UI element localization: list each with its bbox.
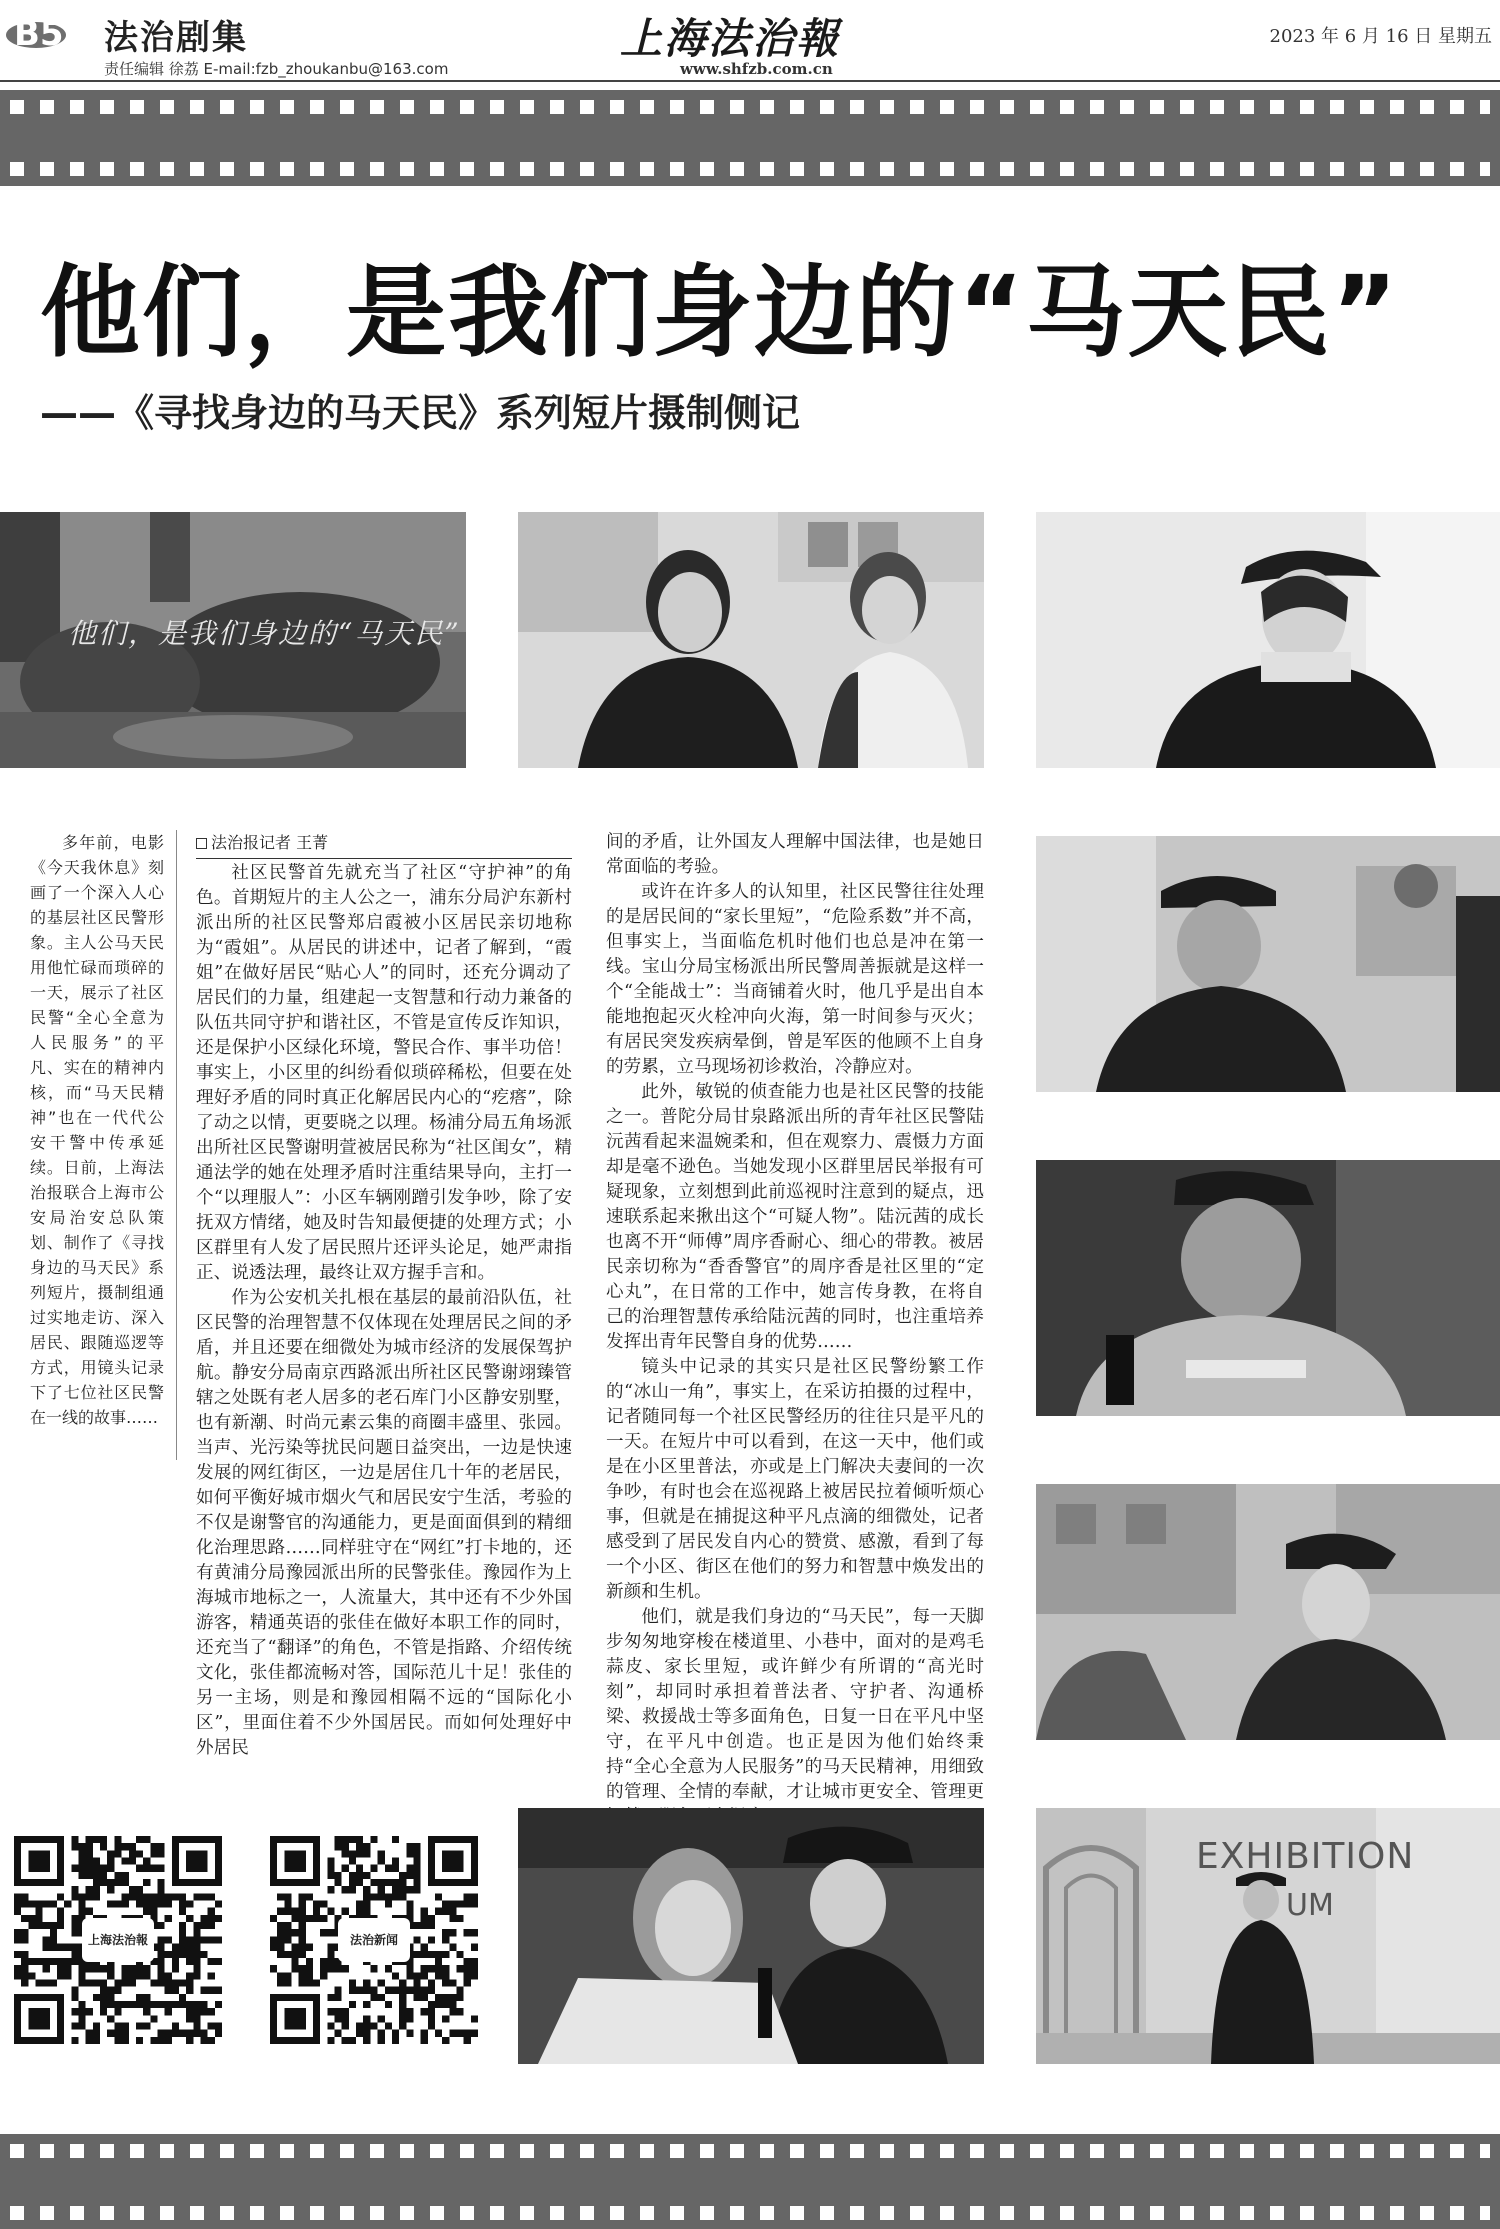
article-paragraph: 此外，敏锐的侦查能力也是社区民警的技能之一。普陀分局甘泉路派出所的青年社区民警陆沅茜看起来温婉柔和，但在观察力、震慑力方面却是毫不逊色。当她发现小区群里居民举报有可疑现象，立刻想到此前巡视时注意到的疑点，迅速联系起来揪出这个“可疑人物”。陆沅茜的成长也离不开“师傅”周序香耐心、细心的带教。被居民亲切称为“香香警官”的周序香是社区里的“定心丸”，在日常的工作中，她言传身教，在将自己的治理智慧传承给陆沅茜的同时，也注重培养发挥出青年民警自身的优势…… xyxy=(606,1082,984,1352)
editor-info: 责任编辑 徐荔 E-mail:fzb_zhoukanbu@163.com xyxy=(104,60,449,78)
article-paragraph: 他们，就是我们身边的“马天民”，每一天脚步匆匆地穿梭在楼道里、小巷中，面对的是鸡毛蒜皮、家长里短，或许鲜少有所谓的“高光时刻”，却同时承担着普法者、守护者、沟通桥梁、救援战士等多面角色，日复一日在平凡中坚守，在平凡中创造。也正是因为他们始终秉持“全心全意为人民服务”的马天民精神，用细致的管理、全情的奉献，才让城市更安全、管理更 xyxy=(606,1607,984,1802)
qr-code-shfzb[interactable] xyxy=(14,1836,222,2044)
article-column-2 xyxy=(196,830,572,1761)
photo-policeman-reflective-vest xyxy=(1036,1160,1500,1416)
exhibition-sign-line2: UM xyxy=(1286,1888,1334,1923)
article-subhead: ——《寻找身边的马天民》系列短片摄制侧记 xyxy=(40,391,801,435)
header-divider xyxy=(0,80,1500,82)
qr-logo: 上海法治報 xyxy=(82,1918,154,1962)
article-paragraph: 或许在许多人的认知里，社区民警往往处理的是居民间的“家长里短”，“危险系数”并不高，但事实上，当面临危机时他们也总是冲在第一线。宝山分局宝杨派出所民警周善振就是这样一个“全能战士”：当商铺着火时，他几乎是出自本能地抱起灭火栓冲向火海，第一时间参与灭火；有居民突发疾病晕倒，曾是军医的他顾不上自身的劳累，立马现场初诊救治，冷静应对。 xyxy=(606,882,984,1077)
article-paragraph: 社区民警首先就充当了社区“守护神”的角色。首期短片的主人公之一，浦东分局沪东新村派出所的社区民警郑启霞被小区居民亲切地称为“霞姐”。从居民的讲述中，记者了解到，“霞姐”在做好居民“贴心人”的同时，还充分调动了居民们的力量，组建起一支智慧和行动力兼备的队伍共同守护和谐社区，不管是宣传反诈知识，还是保护小区绿化环境，警民合作、事半功倍！事实上，小区里的纠纷看似琐碎稀松，但要在处理好矛盾的同时真正化解居民内心的“疙瘩”，除了动之以情，更要晓之以理。杨浦分局五角场派出所社区民警谢明萱被居民称为“社区闺女”，精通法学的她在处理矛盾时注重结果导向，主打一个“以理服人”：小区车辆刚蹭引发争吵，除了安抚双方情绪，她及时告知最便捷的处理方式；小区群里有人发了居民照片还评头论足，她严肃指正、说透法理，最终让双方握手言和。 xyxy=(196,863,572,1283)
exhibition-sign-line1: EXHIBITION xyxy=(1196,1836,1415,1877)
article-paragraph: 间的矛盾，让外国友人理解中国法律，也是她日常面临的考验。 xyxy=(606,832,984,877)
film-strip-bottom xyxy=(0,2134,1500,2229)
newspaper-masthead: 上海法治報 xyxy=(620,14,841,63)
photo-exhibition-hall xyxy=(1036,1808,1500,2064)
article-paragraph: 作为公安机关扎根在基层的最前沿队伍，社区民警的治理智慧不仅体现在处理居民之间的矛盾，并且还要在细微处为城市经济的发展保驾护航。静安分局南京西路派出所社区民警谢翊臻管辖之处既有老人居多的老石库门小区静安别墅，也有新潮、时尚元素云集的商圈丰盛里、张园。当声、光污染等扰民问题日益突出，一边是快速发展的网红街区，一边是居住几十年的老居民，如何平衡好城市烟火气和居民安宁生活，考验的不仅是谢警官的沟通能力，更是面面俱到的精细化治理思路……同样驻守在“网红”打卡地的，还有黄浦分局豫园派出所的民警张佳。豫园作为上海城市地标之一，人流量大，其中还有不少外国游客，精通英语的张佳在做好本职工作的同时，还充当了“翻译”的角色，不管是指路、介绍传统文化，张佳都流畅对答，国际范儿十足！张佳的另一主场，则是和豫园相隔不远的“国际化小区”，里面住着不少外国居民。而如何处理好中外居民 xyxy=(196,1288,572,1758)
film-strip-top xyxy=(0,90,1500,186)
article-paragraph: 镜头中记录的其实只是社区民警纷繁工作的“冰山一角”，事实上，在采访拍摄的过程中，记者随同每一个社区民警经历的往往只是平凡的一天。在短片中可以看到，在这一天中，他们或是在小区里普法，亦或是上门解决夫妻间的一次争吵，有时也会在巡视路上被居民拉着倾听烦心事，但就是在捕捉这种平凡点滴的细微处，记者感受到了居民发自内心的赞赏、感激，看到了每一个小区、街区在他们的努力和智慧中焕发出的新颜和生机。 xyxy=(606,1357,984,1602)
page-number-badge xyxy=(6,14,68,54)
section-title: 法治剧集 xyxy=(104,18,248,58)
lead-divider xyxy=(176,830,177,1460)
photo-overlay-caption: 他们，是我们身边的“马天民” xyxy=(68,617,461,650)
article-lead: 多年前，电影《今天我休息》刻画了一个深入人心的基层社区民警形象。主人公马天民用他忙碌而琐碎的一天，展示了社区民警“全心全意为人民服务”的平凡、实在的精神内核，而“马天民精神”也在一代代公安干警中传承延续。日前，上海法治报联合上海市公安局治安总队策划、制作了《寻找身边的马天民》系列短片，摄制组通过实地走访、深入居民、跟随巡逻等方式，用镜头记录下了七位社区民警在一线的故事…… xyxy=(30,833,164,1427)
photo-policeman-interview xyxy=(1036,836,1500,1092)
article-column-3 xyxy=(606,830,984,1830)
qr-code-news[interactable] xyxy=(270,1836,478,2044)
article-headline: 他们，是我们身边的“马天民” xyxy=(40,254,1400,371)
qr-logo: 法治新闻 xyxy=(338,1918,410,1962)
photo-title-card xyxy=(0,512,466,768)
page-number: B5 xyxy=(14,14,64,54)
article-byline: 法治报记者 王菁 xyxy=(196,830,572,859)
newspaper-website[interactable]: www.shfzb.com.cn xyxy=(680,60,833,78)
photo-two-women xyxy=(518,512,984,768)
photo-street-scene xyxy=(1036,1484,1500,1740)
photo-map-foreigner xyxy=(518,1808,984,2064)
issue-date: 2023 年 6 月 16 日 星期五 xyxy=(1269,26,1492,47)
photo-policewoman-cap xyxy=(1036,512,1500,768)
